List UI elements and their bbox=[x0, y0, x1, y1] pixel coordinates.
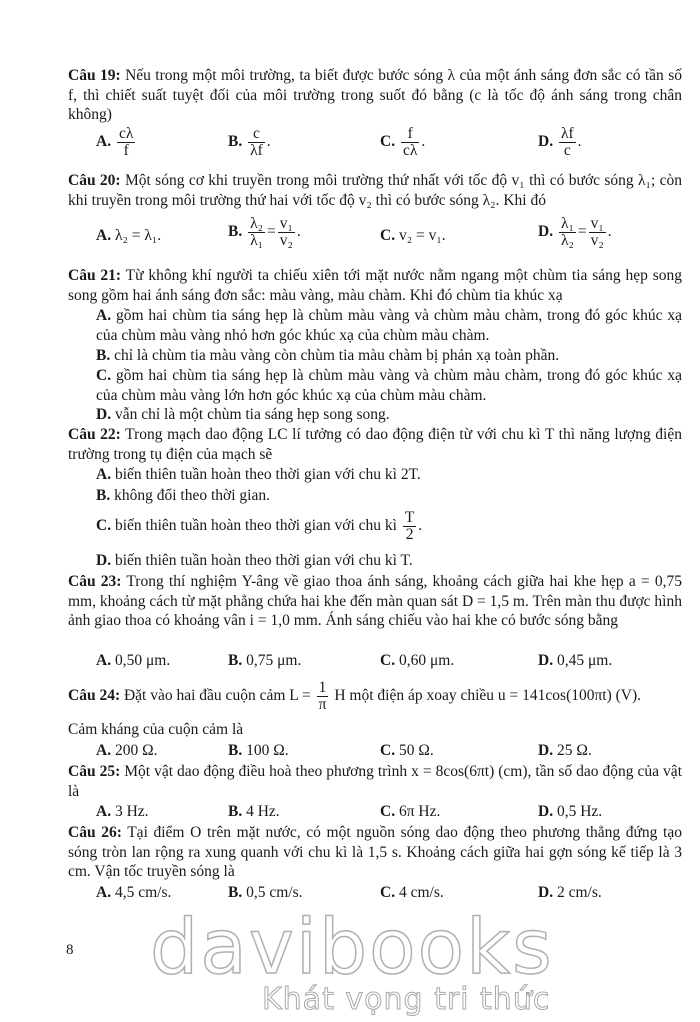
q23-option-d: D. 0,45 μm. bbox=[538, 652, 613, 669]
question-label: Câu 26: bbox=[68, 824, 122, 841]
question-label: Câu 19: bbox=[68, 67, 121, 84]
q21-option-b: B. chỉ là chùm tia màu vàng còn chùm tia màu chàm bị phản xạ toàn phần. bbox=[96, 347, 560, 364]
q22-option-b: B. không đổi theo thời gian. bbox=[96, 487, 270, 504]
q19-option-c: C. $\frac{f}{c\lambda}$ . bbox=[380, 125, 426, 159]
question-text: Nếu trong một môi trường, ta biết được bước sóng λ của một ánh sáng đơn sắc có tần số f, thì chiết suất tuyệt đối của môi trường trong suốt đó bằng (c là tốc độ ánh sáng trong chân không) bbox=[68, 67, 683, 123]
question-21 bbox=[68, 266, 682, 305]
q26-option-d: D. 2 cm/s. bbox=[538, 884, 602, 901]
q20-option-a: A. λ₂ = λ₁. bbox=[96, 227, 162, 244]
q25-option-b: B. 4 Hz. bbox=[228, 803, 280, 820]
q21-option-c: C. gồm hai chùm tia sáng hẹp là chùm màu vàng và chùm màu chàm, trong đó góc khúc xạ của chùm màu vàng lớn hơn góc khúc xạ của chùm màu chàm. bbox=[96, 367, 683, 404]
q20-option-d: D. $\frac{\text{λ₁}}{\text{λ₂}}$ = $\frac{\text{v₁}}{\text{v₂}}$ . bbox=[538, 215, 612, 249]
q24-option-d: D. 25 Ω. bbox=[538, 742, 592, 759]
question-label: Câu 24: bbox=[68, 687, 121, 705]
q24-option-b: B. 100 Ω. bbox=[228, 742, 289, 759]
q25-option-a: A. 3 Hz. bbox=[96, 803, 149, 820]
q20-option-c: C. v₂ = v₁. bbox=[380, 227, 446, 244]
question-text: Trong mạch dao động LC lí tưởng có dao động điện từ với chu kì T thì năng lượng điện trường trong tụ điện của mạch sẽ bbox=[68, 426, 682, 463]
q22-option-d: D. biến thiên tuần hoàn theo thời gian với chu kì T. bbox=[96, 552, 413, 569]
q19-option-b: B. $\frac{c}{\lambda f}$ . bbox=[228, 125, 271, 159]
page-number: 8 bbox=[66, 942, 74, 958]
q26-option-c: C. 4 cm/s. bbox=[380, 884, 444, 901]
q21-option-d: D. vẫn chỉ là một chùm tia sáng hẹp song song. bbox=[96, 406, 390, 423]
q25-option-d: D. 0,5 Hz. bbox=[538, 803, 603, 820]
question-23 bbox=[68, 572, 682, 631]
q24-option-c: C. 50 Ω. bbox=[380, 742, 434, 759]
question-text: Trong thí nghiệm Y-âng về giao thoa ánh sáng, khoảng cách giữa hai khe hẹp a = 0,75 mm, khoảng cách từ mặt phẳng chứa hai khe đến màn quan sát D = 1,5 m. Trên màn thu được hình ảnh giao thoa có khoảng vân i = 1,0 mm. Ánh sáng chiếu vào hai khe có bước sóng bằng bbox=[68, 573, 682, 629]
question-text: Từ không khí người ta chiếu xiên tới mặt nước nằm ngang một chùm tia sáng hẹp song song gồm hai ánh sáng đơn sắc: màu vàng, màu chàm. Khi đó chùm tia khúc xạ bbox=[68, 267, 682, 304]
question-text: Tại điểm O trên mặt nước, có một nguồn sóng dao động theo phương thẳng đứng tạo sóng tròn lan rộng ra xung quanh với chu kì là 1,5 s. Khoảng cách giữa hai gợn sóng kế tiếp là 3 cm. Vận tốc truyền sóng là bbox=[68, 824, 682, 880]
q26-option-a: A. 4,5 cm/s. bbox=[96, 884, 172, 901]
q22-option-c: C. biến thiên tuần hoàn theo thời gian với chu kì $\frac{T}{2}$ . bbox=[96, 509, 423, 543]
q21-option-a: A. gồm hai chùm tia sáng hẹp là chùm màu vàng và chùm màu chàm, trong đó góc khúc xạ của chùm màu vàng nhỏ hơn góc khúc xạ của chùm màu chàm. bbox=[96, 307, 683, 344]
question-22 bbox=[68, 425, 682, 464]
question-26 bbox=[68, 823, 682, 882]
question-label: Câu 23: bbox=[68, 573, 122, 590]
q23-option-a: A. 0,50 μm. bbox=[96, 652, 171, 669]
q23-option-b: B. 0,75 μm. bbox=[228, 652, 302, 669]
q20-option-b: B. $\frac{\text{λ₂}}{\text{λ₁}}$ = $\frac{\text{v₁}}{\text{v₂}}$ . bbox=[228, 215, 301, 249]
q24-option-a: A. 200 Ω. bbox=[96, 742, 158, 759]
q22-option-a: A. biến thiên tuần hoàn theo thời gian với chu kì 2T. bbox=[96, 466, 421, 483]
question-label: Câu 22: bbox=[68, 426, 121, 443]
question-label: Câu 25: bbox=[68, 763, 121, 780]
question-label: Câu 20: bbox=[68, 172, 121, 189]
q19-option-a: A. $\frac{c\lambda}{f}$ bbox=[96, 125, 134, 159]
question-text: Một sóng cơ khi truyền trong môi trường thứ nhất với tốc độ v₁ thì có bước sóng λ₁; còn khi truyền trong môi trường thứ hai với tốc độ v₂ thì có bước sóng λ₂. Khi đó bbox=[68, 172, 682, 209]
question-24: Câu 24: Đặt vào hai đầu cuộn cảm L = $\frac{1}{\pi}$ H một điện áp xoay chiều u = 141cos(100πt) (V). bbox=[68, 679, 642, 713]
q25-option-c: C. 6π Hz. bbox=[380, 803, 441, 820]
question-label: Câu 21: bbox=[68, 267, 122, 284]
q23-option-c: C. 0,60 μm. bbox=[380, 652, 455, 669]
q19-option-d: D. $\frac{\lambda f}{c}$ . bbox=[538, 125, 582, 159]
q26-option-b: B. 0,5 cm/s. bbox=[228, 884, 303, 901]
question-24-line2: Cảm kháng của cuộn cảm là bbox=[68, 721, 244, 738]
watermark-tagline: Khát vọng tri thức bbox=[262, 982, 551, 1017]
question-20 bbox=[68, 171, 682, 210]
question-19 bbox=[68, 66, 682, 125]
watermark-logo: davibooks bbox=[150, 902, 554, 991]
question-text: Một vật dao động điều hoà theo phương trình x = 8cos(6πt) (cm), tần số dao động của vật là bbox=[68, 763, 682, 800]
question-25 bbox=[68, 762, 682, 801]
